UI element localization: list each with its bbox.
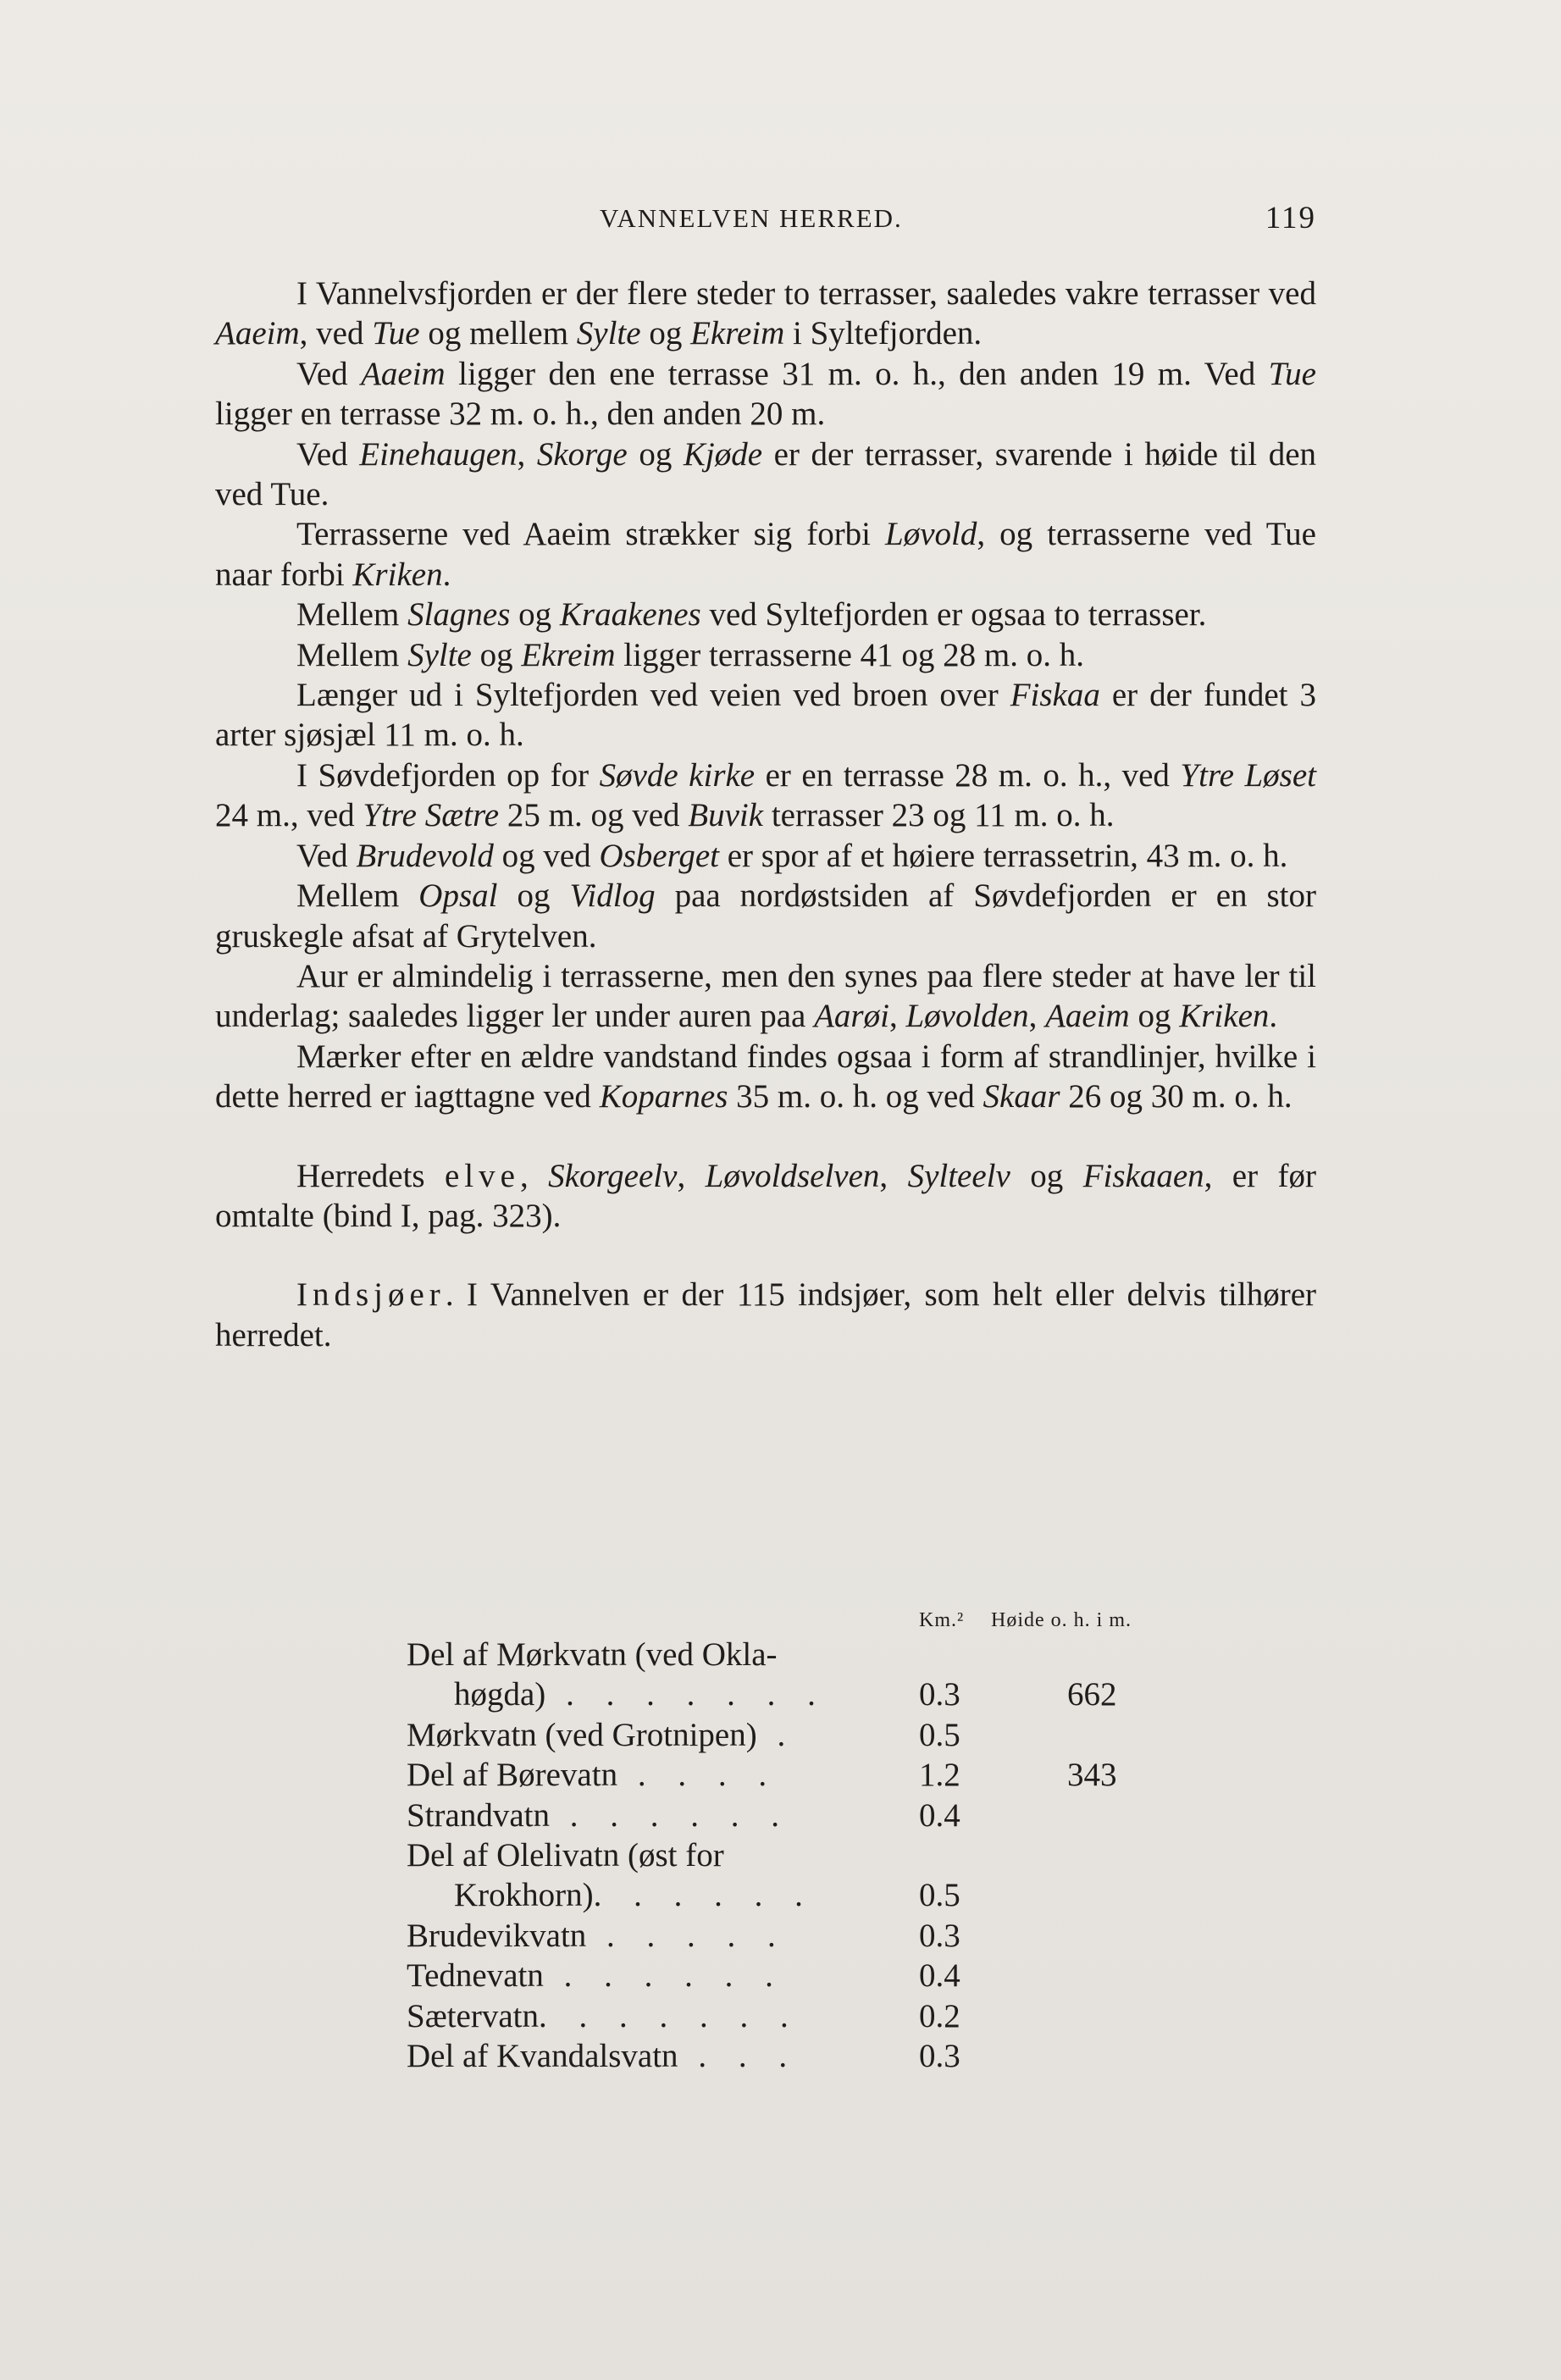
paragraph xyxy=(215,1037,1316,1117)
place-name: Aaeim xyxy=(361,355,446,392)
text-run: og xyxy=(497,877,570,915)
place-name: Opsal xyxy=(418,877,498,915)
lake-name: høgda) xyxy=(454,1676,546,1713)
text-run: og xyxy=(1010,1157,1083,1194)
running-title: VANNELVEN HERRED. xyxy=(600,203,903,233)
text-run: Ved xyxy=(296,435,360,473)
lake-name: Tednevatn xyxy=(407,1957,544,1995)
table-row xyxy=(407,1835,1220,1875)
lake-name: Krokhorn) xyxy=(454,1877,594,1914)
place-name: Skaar xyxy=(983,1078,1060,1115)
page-header xyxy=(215,193,1316,244)
leader-dots: . . . . xyxy=(617,1757,779,1794)
leader-dots: . . . . . xyxy=(586,1917,788,1954)
place-name: Tue xyxy=(1268,355,1316,392)
place-name: Brudevold xyxy=(356,837,494,874)
paragraph xyxy=(215,354,1316,434)
lake-name-cell xyxy=(407,1715,881,1755)
text-run: , er før omtalte (bind I, pag. 323). xyxy=(215,1157,1316,1234)
place-name: Einehaugen xyxy=(359,435,518,473)
area-km2: 0.4 xyxy=(919,1796,960,1834)
place-name: Ekreim xyxy=(690,315,785,352)
lake-name: Del af Mørkvatn (ved Okla- xyxy=(407,1636,778,1673)
text-run: og xyxy=(471,636,522,673)
leader-dots: . . . xyxy=(678,2037,800,2074)
place-name: Ekreim xyxy=(521,636,616,673)
lake-name-cell xyxy=(407,1996,881,2036)
table-row xyxy=(407,1996,1220,2036)
table-row xyxy=(407,1875,1220,1915)
table-row xyxy=(407,1796,1220,1835)
column-header-km: Km.² xyxy=(919,1609,965,1631)
place-name: Slagnes xyxy=(407,596,511,634)
place-name: Aaeim xyxy=(215,315,300,352)
leader-dots: . . . . . . . xyxy=(545,1676,828,1713)
place-name: Søvde kirke xyxy=(599,756,756,794)
text-run: ligger en terrasse 32 m. o. h., den anden 20 m. xyxy=(215,396,826,433)
text-run: Ved xyxy=(296,837,357,874)
lake-name: Mørkvatn (ved Grotnipen) xyxy=(407,1716,757,1753)
lake-name-cell xyxy=(407,1755,881,1795)
place-name: Løvold xyxy=(885,516,977,553)
height-m: 343 xyxy=(1067,1757,1117,1794)
text-run: er der fundet 3 arter sjøsjæl 11 m. o. h. xyxy=(215,677,1316,754)
leader-dots: . . . . . . xyxy=(543,1957,785,1995)
area-km2: 0.4 xyxy=(919,1957,960,1995)
leader-dots: . . . . . . xyxy=(593,1877,815,1914)
text-run: er en terrasse 28 m. o. h., ved xyxy=(755,756,1181,794)
place-name: Kriken xyxy=(352,556,443,593)
lake-name-cell xyxy=(407,1875,928,1915)
lake-name-cell xyxy=(407,2036,881,2076)
paragraph xyxy=(215,274,1316,354)
place-name: Løvolden xyxy=(905,998,1029,1035)
text-run: . xyxy=(1269,998,1278,1035)
place-name: Aaeim xyxy=(1045,998,1130,1035)
paragraph xyxy=(215,595,1316,634)
place-name: Osberget xyxy=(599,837,719,874)
body-text xyxy=(215,274,1316,1355)
text-run: 24 m., ved xyxy=(215,797,363,834)
place-name: Kriken xyxy=(1179,998,1270,1035)
text-run: er der terrasser, svarende i høide til den ved Tue. xyxy=(215,435,1317,513)
place-name: Kjøde xyxy=(683,435,763,473)
text-run: og xyxy=(640,315,691,352)
lake-name: Sætervatn xyxy=(407,1997,539,2034)
table-row xyxy=(407,1715,1220,1755)
place-name: Sylte xyxy=(576,315,641,352)
text-run: er spor af et høiere terrassetrin, 43 m. o. h. xyxy=(718,837,1288,874)
spaced-heading: Indsjøer xyxy=(296,1276,446,1314)
paragraph xyxy=(215,956,1316,1037)
paragraph xyxy=(215,1156,1316,1237)
lake-name: Strandvatn xyxy=(407,1796,550,1834)
lake-name: Del af Kvandalsvatn xyxy=(407,2037,678,2074)
paragraph xyxy=(215,756,1316,836)
text-run: , xyxy=(677,1157,706,1194)
text-run: Terrasserne ved Aaeim strækker sig forbi xyxy=(296,516,886,553)
place-name: Koparnes xyxy=(599,1078,728,1115)
text-run: ved Syltefjorden er ogsaa to terrasser. xyxy=(700,596,1207,634)
text-run: I Vannelvsfjorden er der flere steder to terrasser, saaledes vakre terrasser ved xyxy=(296,275,1316,312)
column-header-height: Høide o. h. i m. xyxy=(991,1609,1132,1631)
area-km2: 0.5 xyxy=(919,1877,960,1914)
area-km2: 0.5 xyxy=(919,1716,960,1753)
spaced-heading: elve xyxy=(445,1157,520,1194)
text-run: , xyxy=(1028,998,1046,1035)
place-name: Skorgeelv xyxy=(548,1157,678,1194)
text-run: i Syltefjorden. xyxy=(784,315,983,352)
area-km2: 0.3 xyxy=(919,2037,960,2074)
place-name: Aarøi xyxy=(814,998,889,1035)
text-run: Længer ud i Syltefjorden ved veien ved broen over xyxy=(296,677,1010,714)
text-run: , xyxy=(888,998,906,1035)
place-name: Løvoldselven xyxy=(705,1157,880,1194)
text-run: , xyxy=(517,435,537,473)
paragraph xyxy=(215,836,1316,876)
leader-dots: . xyxy=(756,1716,798,1753)
text-run: ligger terrasserne 41 og 28 m. o. h. xyxy=(615,636,1084,673)
place-name: Sylte xyxy=(407,636,472,673)
text-run: og xyxy=(627,435,684,473)
lake-name-cell xyxy=(407,1796,881,1835)
place-name: Buvik xyxy=(688,797,764,834)
place-name: Ytre Sætre xyxy=(363,797,500,834)
paragraph xyxy=(215,434,1316,515)
lake-name-cell xyxy=(407,1835,881,1875)
leader-dots: . . . . . . xyxy=(549,1796,791,1834)
lake-name-cell xyxy=(407,1635,881,1674)
paragraph xyxy=(215,635,1316,675)
table-row xyxy=(407,1635,1220,1674)
table-row xyxy=(407,2036,1220,2076)
table-row xyxy=(407,1755,1220,1795)
place-name: Vidlog xyxy=(569,877,656,915)
paragraph xyxy=(215,1275,1316,1355)
text-run: terrasser 23 og 11 m. o. h. xyxy=(763,797,1115,834)
text-run: og mellem xyxy=(419,315,577,352)
place-name: Tue xyxy=(372,315,420,352)
height-m: 662 xyxy=(1067,1676,1117,1713)
text-run: 35 m. o. h. og ved xyxy=(728,1078,983,1115)
lake-name-cell xyxy=(407,1674,928,1714)
place-name: Skorge xyxy=(536,435,628,473)
text-run: I Søvdefjorden op for xyxy=(296,756,600,794)
paragraph xyxy=(215,514,1316,595)
text-run: , og terrasserne ved Tue naar forbi xyxy=(215,516,1316,593)
place-name: Kraakenes xyxy=(559,596,701,634)
text-run: . xyxy=(442,556,451,593)
lakes-table-rows xyxy=(407,1635,1220,2076)
text-run: og ved xyxy=(493,837,600,874)
text-run: Mærker efter en ældre vandstand findes ogsaa i form af strandlinjer, hvilke i dette herred er iagttagne ved xyxy=(215,1038,1316,1115)
text-run: 26 og 30 m. o. h. xyxy=(1060,1078,1293,1115)
text-run: Ved xyxy=(296,355,362,392)
text-run: ligger den ene terrasse 31 m. o. h., den anden 19 m. Ved xyxy=(445,355,1269,392)
lake-name: Del af Børevatn xyxy=(407,1757,618,1794)
table-row xyxy=(407,1956,1220,1995)
text-run: Mellem xyxy=(296,636,408,673)
text-run: 25 m. og ved xyxy=(499,797,689,834)
lake-name-cell xyxy=(407,1956,881,1995)
text-run: paa nordøstsiden af Søvdefjorden er en stor gruskegle afsat af Grytelven. xyxy=(215,877,1316,955)
paragraph xyxy=(215,675,1316,756)
area-km2: 1.2 xyxy=(919,1757,960,1794)
area-km2: 0.3 xyxy=(919,1676,960,1713)
page-number: 119 xyxy=(1265,201,1316,235)
place-name: Fiskaa xyxy=(1010,677,1100,714)
area-km2: 0.3 xyxy=(919,1917,960,1954)
lake-name: Brudevikvatn xyxy=(407,1917,587,1954)
text-run: . I Vannelven er der 115 indsjøer, som helt eller delvis tilhører herredet. xyxy=(215,1276,1316,1353)
lake-name-cell xyxy=(407,1916,881,1956)
text-run: Herredets xyxy=(296,1157,445,1194)
place-name: Sylteelv xyxy=(907,1157,1010,1194)
place-name: Fiskaaen xyxy=(1082,1157,1204,1194)
paragraph xyxy=(215,876,1316,956)
place-name: Ytre Løset xyxy=(1180,756,1316,794)
text-run: , xyxy=(879,1157,908,1194)
table-row xyxy=(407,1916,1220,1956)
text-run: Mellem xyxy=(296,877,419,915)
text-run: , ved xyxy=(299,315,373,352)
text-run: Mellem xyxy=(296,596,408,634)
area-km2: 0.2 xyxy=(919,1997,960,2034)
text-run: Aur er almindelig i terrasserne, men den synes paa flere steder at have ler til underlag; saaledes ligger ler under auren paa xyxy=(215,957,1316,1035)
text-run: og xyxy=(1129,998,1180,1035)
lake-name: Del af Olelivatn (øst for xyxy=(407,1836,724,1874)
text-run: , xyxy=(519,1157,549,1194)
leader-dots: . . . . . . . xyxy=(538,1997,800,2034)
table-row xyxy=(407,1674,1220,1714)
text-run: og xyxy=(510,596,560,634)
